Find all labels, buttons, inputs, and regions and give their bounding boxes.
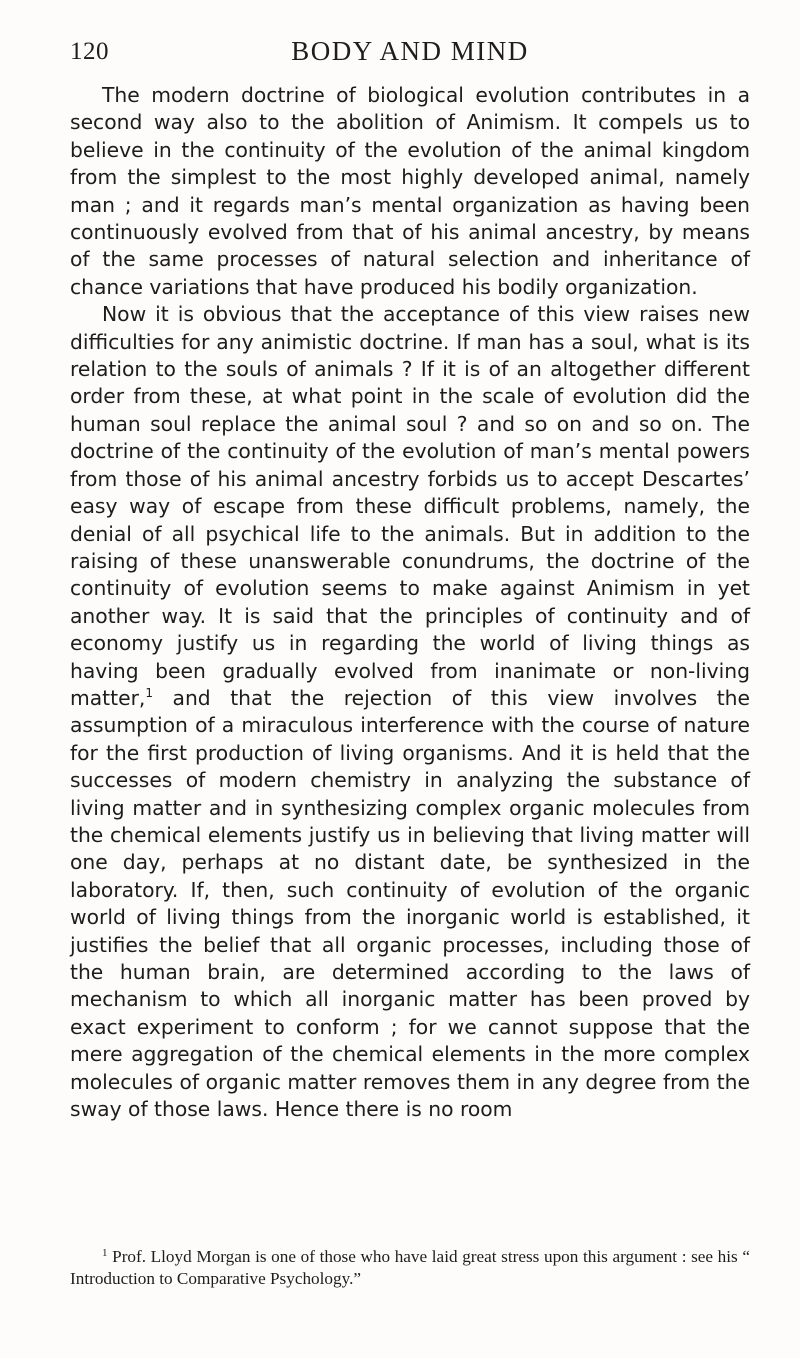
running-title: BODY AND MIND <box>291 36 529 66</box>
paragraph-animistic-difficulties <box>70 301 750 1123</box>
footnote-reference: 1 <box>145 685 153 700</box>
running-head <box>70 36 750 72</box>
footnote-marker: 1 <box>102 1247 108 1259</box>
paragraph-text-before-note: Now it is obvious that the acceptance of this view raises new difficulties for any animistic doctrine. If man has a soul, what is its relation to the souls of animals ? If it is of an altogether different order from these, at what point in the scale of evolution did the human soul replace the animal soul ? and so on and so on. The doctrine of the continuity of the evolution of man’s mental powers from those of his animal ancestry forbids us to accept Descartes’ easy way of escape from these difficult problems, namely, the denial of all psychical life to the animals. But in addition to the raising of these unanswerable conundrums, the doctrine of the continuity of evolution seems to make against Animism in yet another way. It is said that the principles of continuity and of economy justify us in regarding the world of living things as having been gradually evolved from inanimate or non-living matter, <box>70 302 750 710</box>
footnote <box>70 1246 750 1290</box>
body-text <box>70 82 750 1123</box>
paragraph-evolution-abolition: The modern doctrine of biological evolution contributes in a second way also to the abolition of Animism. It compels us to believe in the continuity of the evolution of the animal kingdom from the simplest to the most highly developed animal, namely man ; and it regards man’s mental organization as having been continuously evolved from that of his animal ancestry, by means of the same processes of natural selection and inheritance of chance variations that have produced his bodily organization. <box>70 83 750 299</box>
page-number: 120 <box>70 38 109 65</box>
footnote-text-block <box>70 1246 750 1290</box>
paragraph-text-after-note: and that the rejection of this view involves the assumption of a miraculous interference with the course of nature for the first production of living organisms. And it is held that the successes of modern chemistry in analyzing the substance of living matter and in synthesizing complex organic molecules from the chemical elements justify us in believing that living matter will one day, perhaps at no distant date, be synthesized in the laboratory. If, then, such continuity of evolution of the organic world of living things from the inorganic world is established, it justifies the belief that all organic processes, including those of the human brain, are determined according to the laws of mechanism to which all inorganic matter has been proved by exact experiment to conform ; for we cannot suppose that the mere aggregation of the chemical elements in the more complex molecules of organic matter removes them in any degree from the sway of those laws. Hence there is no room <box>70 685 750 1122</box>
footnote-text: Prof. Lloyd Morgan is one of those who have laid great stress upon this argument : see his “ Introduction to Comparative Psychology.” <box>70 1247 750 1288</box>
